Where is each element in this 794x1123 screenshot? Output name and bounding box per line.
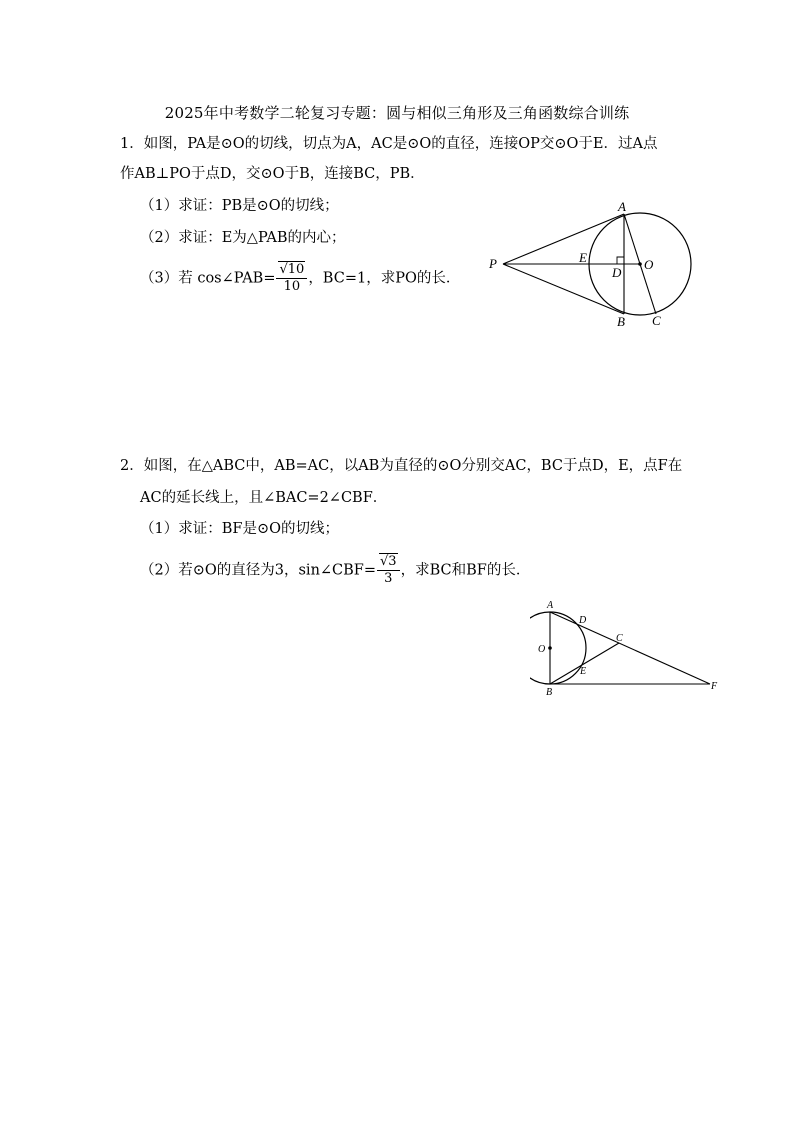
q1-label-c: C xyxy=(652,313,661,328)
q1-fraction xyxy=(276,262,307,295)
q1-label-b: B xyxy=(617,314,625,329)
q2-stem-line1: 2．如图，在△ABC中，AB=AC，以AB为直径的⊙O分别交AC，BC于点D，E，点F在 xyxy=(120,458,683,474)
q1-label-e: E xyxy=(579,250,587,265)
q1-part3-suffix: ，BC=1，求PO的长． xyxy=(308,270,461,287)
q1-segment-pa xyxy=(503,214,624,264)
q1-center-dot xyxy=(638,262,642,266)
q1-label-o: O xyxy=(644,257,654,272)
q2-label-c: C xyxy=(616,633,623,644)
q1-label-d: D xyxy=(612,265,622,280)
q1-figure xyxy=(485,195,705,335)
q2-segment-bc xyxy=(550,643,619,684)
q1-fraction-numerator: √10 xyxy=(279,262,305,277)
q2-center-dot xyxy=(548,646,552,650)
q2-figure xyxy=(530,595,730,700)
q1-part3 xyxy=(140,262,460,295)
q1-part3-prefix: （3）若 cos∠PAB= xyxy=(140,270,276,287)
q2-part2-prefix: （2）若⊙O的直径为3，sin∠CBF= xyxy=(140,562,377,579)
q2-label-d: D xyxy=(579,615,587,626)
q2-stem-line2: AC的延长线上，且∠BAC=2∠CBF． xyxy=(140,490,388,506)
q1-stem-line1: 1．如图，PA是⊙O的切线，切点为A，AC是⊙O的直径，连接OP交⊙O于E．过A点 xyxy=(120,136,658,152)
q2-segment-af xyxy=(550,612,710,684)
q2-fraction xyxy=(377,554,400,587)
q1-fraction-denominator: 10 xyxy=(283,279,301,294)
q2-part2-suffix: ，求BC和BF的长． xyxy=(400,562,531,579)
q1-part1: （1）求证：PB是⊙O的切线； xyxy=(140,198,339,214)
q1-segment-pb xyxy=(503,264,624,314)
q1-stem-line2: 作AB⊥PO于点D，交⊙O于B，连接BC，PB． xyxy=(120,166,425,182)
q2-label-e: E xyxy=(580,666,587,677)
q2-label-a: A xyxy=(547,600,554,611)
q2-fraction-denominator: 3 xyxy=(384,571,393,586)
q1-label-p: P xyxy=(489,256,497,271)
q2-label-b: B xyxy=(546,687,553,698)
q2-label-f: F xyxy=(711,681,718,692)
q2-label-o: O xyxy=(538,644,546,655)
q2-part1: （1）求证：BF是⊙O的切线； xyxy=(140,521,339,537)
q1-label-a: A xyxy=(618,199,626,214)
q1-part2: （2）求证：E为△PAB的内心； xyxy=(140,230,346,246)
page-title: 2025年中考数学二轮复习专题：圆与相似三角形及三角函数综合训练 xyxy=(164,104,630,122)
q2-fraction-numerator: √3 xyxy=(380,554,397,569)
q1-right-angle-mark xyxy=(617,257,624,264)
q2-part2 xyxy=(140,554,530,587)
